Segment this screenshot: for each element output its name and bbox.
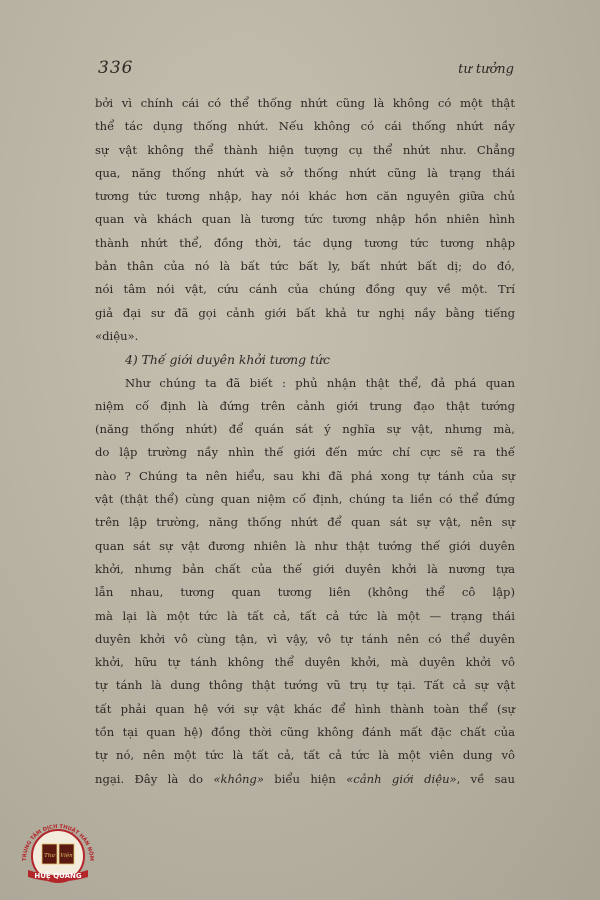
text-line: thể tác dụng thống nhứt. Nếu không có cái thống nhứt nầy [95, 119, 515, 134]
text-line: khởi, nhưng bản chất của thế giới duyên khởi là nương tựa [95, 561, 515, 576]
text-line: khởi, hữu tự tánh không thể duyên khởi, mà duyên khởi vô [95, 655, 515, 670]
running-title: tư tưởng [458, 62, 514, 77]
text-line: bản thân của nó là bất tức bất ly, bất nhứt bất dị; do đó, [95, 259, 515, 274]
page-body [95, 92, 515, 791]
text-line: «diệu». [95, 328, 139, 343]
text-line: nói tâm nói vật, cứu cánh của chúng đồng quy về một. Trí [95, 282, 515, 297]
text-line: Như chúng ta đã biết : phủ nhận thật thể, đả phá quan [125, 375, 515, 390]
text-line: lẫn nhau, tương quan tương liên (không thể cô lập) [95, 585, 515, 600]
text-line: qua, năng thống nhứt và sở thống nhứt cũng là trạng thái [95, 165, 515, 180]
text-line: tất phải quan hệ với sự vật khác để hình thành toàn thể (sự [95, 701, 515, 716]
text-line: quan sát sự vật đương nhiên là như thật tướng thế giới duyên [95, 538, 515, 553]
text-fragment: biểu hiện [263, 771, 347, 786]
logo-bottom-text: HUỆ QUANG [34, 872, 82, 880]
text-line: thành nhứt thể, đồng thời, tác dụng tương tức tương nhập [95, 235, 515, 250]
text-fragment: ngại. Đây là do [95, 771, 214, 786]
text-line: vật (thật thể) cùng quan niệm cố định, chúng ta liền có thể đứng [95, 492, 515, 507]
text-line: quan và khách quan là tương tức tương nhập hồn nhiên hình [95, 212, 515, 227]
text-line: niệm cố định là đứng trên cảnh giới trung đạo thật tướng [95, 398, 515, 413]
text-line: do lập trường nầy nhìn thế giới đến mức chí cực sẽ ra thế [95, 445, 515, 460]
logo-book-left-text: Thư [44, 853, 55, 859]
text-line: giả đại sư đã gọi cảnh giới bất khả tư nghị nầy bằng tiếng [95, 305, 515, 320]
text-line: duyên khởi vô cùng tận, vì vậy, vô tự tánh nên có thể duyên [95, 631, 515, 646]
text-line: tồn tại quan hệ) đồng thời cũng không đánh mất đặc chất của [95, 725, 515, 740]
paragraph-2 [95, 372, 515, 791]
emphasis-canh-gioi-dieu: «cảnh giới diệu» [346, 771, 457, 786]
text-line: trên lập trường, năng thống nhứt để quan sát sự vật, nên sự [95, 515, 515, 530]
text-line: tự nó, nên một tức là tất cả, tất cả tức là một viên dung vô [95, 748, 515, 763]
logo-top-text: TRUNG TÂM DỊCH THUẬT HÁN NÔM [21, 823, 95, 862]
hue-quang-logo [18, 818, 98, 886]
section-heading: 4) Thế giới duyên khởi tương tức [125, 352, 330, 368]
text-line: tương tức tương nhập, hay nói khác hơn căn nguyên giữa chủ [95, 189, 515, 204]
text-line: nào ? Chúng ta nên hiểu, sau khi đã phá xong tự tánh của sự [95, 468, 515, 483]
text-fragment: , về sau [456, 771, 516, 786]
emphasis-khong: «không» [213, 771, 264, 786]
text-line: bởi vì chính cái có thể thống nhứt cũng là không có một thật [95, 96, 515, 110]
text-line: sự vật không thể thành hiện tượng cụ thể nhứt như. Chẳng [95, 142, 515, 157]
text-line: (năng thống nhứt) để quán sát ý nghĩa sự vật, nhưng mà, [95, 422, 515, 437]
page-header [98, 58, 514, 82]
text-line: tự tánh là dung thông thật tướng vũ trụ tự tại. Tất cả sự vật [95, 678, 515, 693]
paragraph-1 [95, 92, 515, 348]
text-line: mà lại là một tức là tất cả, tất cả tức là một — trạng thái [95, 608, 515, 623]
logo-book-right-text: Viện [60, 853, 73, 859]
page-number: 336 [98, 58, 134, 78]
text-line [95, 768, 515, 791]
